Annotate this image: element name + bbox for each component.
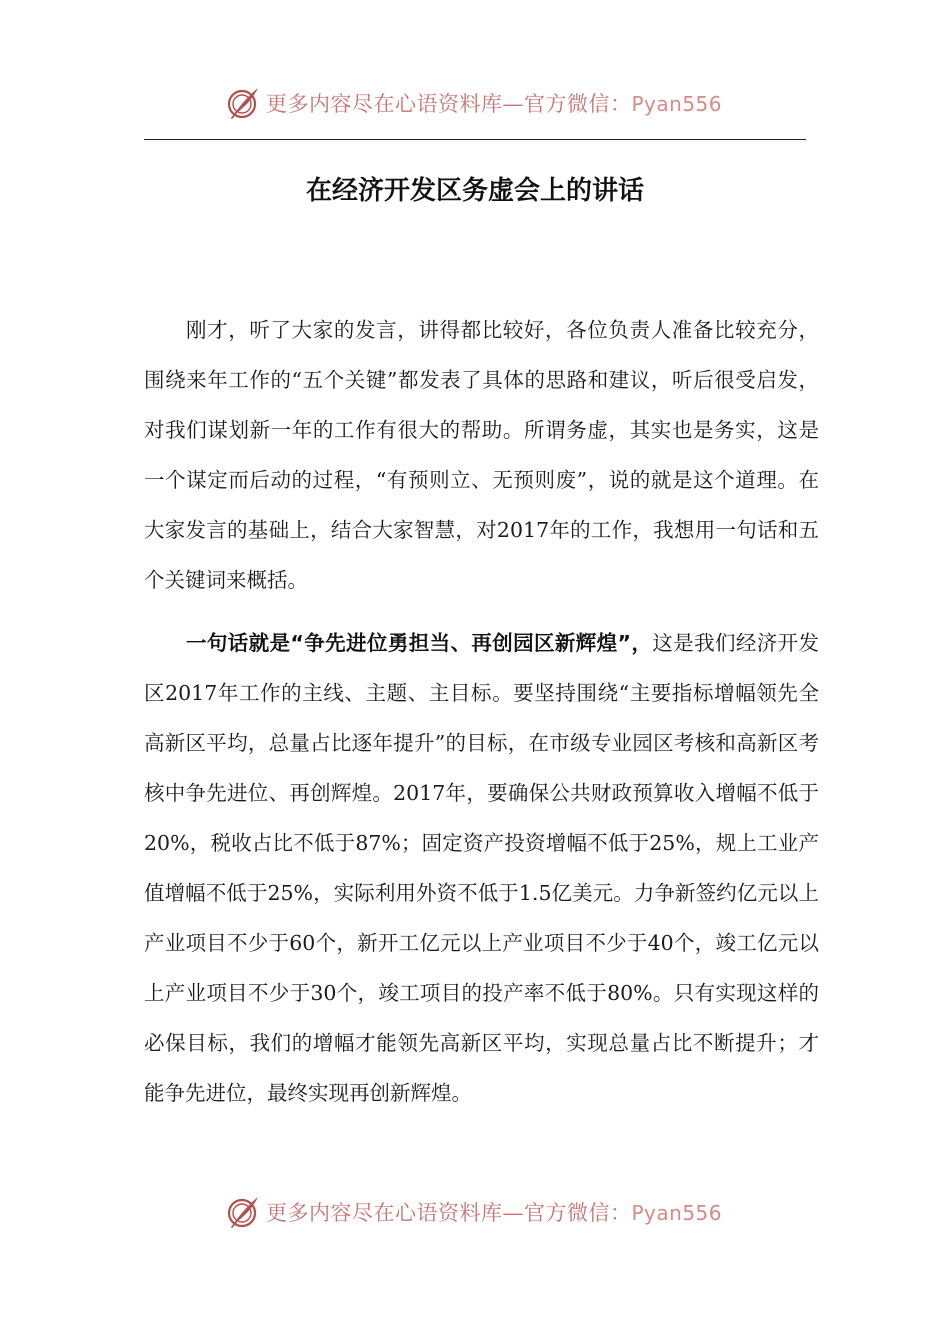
- footer-banner-label: 更多内容尽在心语资料库—官方微信：: [266, 1201, 632, 1225]
- footer-banner-text: [266, 1197, 722, 1227]
- paragraph-2-text: 这是我们经济开发区2017年工作的主线、主题、主目标。要坚持围绕“主要指标增幅领先全高新区平均，总量占比逐年提升”的目标，在市级专业园区考核和高新区考核中争先进位、再创辉煌。2017年，要确保公共财政预算收入增幅不低于20%，税收占比不低于87%；固定资产投资增幅不低于25%，规上工业产值增幅不低于25%，实际利用外资不低于1.5亿美元。力争新签约亿元以上产业项目不少于60个，新开工亿元以上产业项目不少于40个，竣工亿元以上产业项目不少于30个，竣工项目的投产率不低于80%。只有实现这样的必保目标，我们的增幅才能领先高新区平均，实现总量占比不断提升；才能争先进位，最终实现再创新辉煌。: [144, 631, 820, 1105]
- document-title: 在经济开发区务虚会上的讲话: [305, 176, 644, 206]
- paragraph-1: 刚才，听了大家的发言，讲得都比较好，各位负责人准备比较充分，围绕来年工作的“五个关键”都发表了具体的思路和建议，听后很受启发，对我们谋划新一年的工作有很大的帮助。所谓务虚，其实也是务实，这是一个谋定而后动的过程，“有预则立、无预则废”，说的就是这个道理。在大家发言的基础上，结合大家智慧，对2017年的工作，我想用一句话和五个关键词来概括。: [144, 318, 819, 592]
- header-banner-text: [266, 88, 722, 118]
- header-banner-label: 更多内容尽在心语资料库—官方微信：: [266, 92, 632, 116]
- quill-logo-icon: [226, 86, 260, 120]
- header-rule: [144, 139, 806, 140]
- header-banner-handle: Pyan556: [631, 92, 723, 116]
- paragraph-2: [144, 618, 819, 1118]
- quill-logo-icon: [226, 1195, 260, 1229]
- footer-banner-handle: Pyan556: [631, 1201, 723, 1225]
- header-banner: [226, 85, 722, 121]
- footer-banner: [226, 1194, 722, 1230]
- document-body: [144, 305, 819, 1131]
- paragraph-2-lead: 一句话就是“争先进位勇担当、再创园区新辉煌”，: [186, 631, 653, 655]
